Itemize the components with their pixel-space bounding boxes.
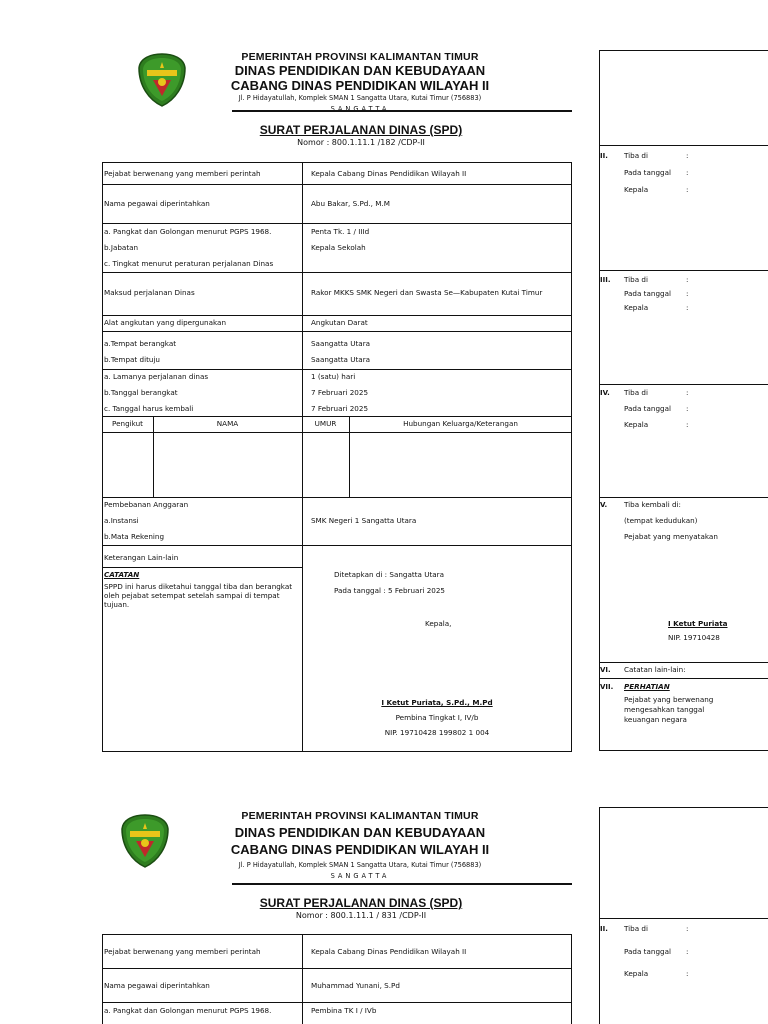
colon: : [686, 924, 689, 933]
letterhead [180, 51, 540, 113]
letterhead-line-1: PEMERINTAH PROVINSI KALIMANTAN TIMUR [241, 51, 479, 63]
nama-label: Nama pegawai diperintahkan [104, 981, 210, 990]
hubungan-header: Hubungan Keluarga/Keterangan [403, 419, 518, 428]
instansi-label: a.Instansi [104, 516, 139, 525]
pangkat-label: a. Pangkat dan Golongan menurut PGPS 1968. [104, 1006, 272, 1015]
section-ii-marker: II. [600, 152, 608, 160]
tingkat-label: c. Tingkat menurut peraturan perjalanan Dinas [104, 259, 274, 268]
pejabat-value: Kepala Cabang Dinas Pendidikan Wilayah II [311, 169, 467, 178]
colon: : [686, 289, 689, 298]
tujuan-label: b.Tempat dituju [104, 355, 160, 364]
maksud-label: Maksud perjalanan Dinas [104, 288, 195, 297]
pangkat-label: a. Pangkat dan Golongan menurut PGPS 1968. [104, 227, 272, 236]
pengikut-header: Pengikut [112, 419, 143, 428]
section-iv-marker: IV. [600, 389, 610, 397]
pada-tanggal-label: Pada tanggal [624, 168, 671, 177]
perhatian-title: PERHATIAN [624, 682, 670, 691]
letterhead-line-2: DINAS PENDIDIKAN DAN KEBUDAYAAN [234, 825, 486, 840]
tiba-di-label: Tiba di [624, 275, 648, 284]
letterhead-city: SANGATTA [330, 105, 390, 113]
colon: : [686, 168, 689, 177]
letterhead-rule [232, 883, 572, 885]
tiba-kembali-label: Tiba kembali di: [624, 500, 681, 509]
row-divider [102, 315, 572, 316]
lama-value: 1 (satu) hari [311, 372, 356, 381]
row-divider [102, 1002, 572, 1003]
row-divider [102, 369, 572, 370]
nama-value: Abu Bakar, S.Pd., M.M [311, 199, 390, 208]
section-vii-marker: VII. [600, 683, 614, 691]
letterhead-rule [232, 110, 572, 112]
anggaran-label: Pembebanan Anggaran [104, 500, 189, 509]
row-divider [102, 432, 572, 433]
nama-value: Muhammad Yunani, S.Pd [311, 981, 400, 990]
letterhead-line-3: CABANG DINAS PENDIDIKAN WILAYAH II [230, 78, 490, 93]
perhatian-line-1: Pejabat yang berwenang [624, 695, 714, 704]
row-divider [102, 545, 572, 546]
back-divider [599, 270, 768, 271]
letterhead-city: SANGATTA [330, 872, 390, 880]
colon: : [686, 151, 689, 160]
column-divider [153, 416, 154, 497]
row-divider [102, 331, 572, 332]
pejabat-label: Pejabat berwenang yang memberi perintah [104, 169, 261, 178]
letterhead-address: Jl. P Hidayatullah, Komplek SMAN 1 Sangatta Utara, Kutai Timur (756883) [238, 861, 482, 869]
back-divider [599, 384, 768, 385]
kalimantan-timur-emblem-icon [120, 813, 170, 869]
row-divider [102, 567, 302, 568]
pejabat-yang-label: Pejabat yang menyatakan [624, 532, 718, 541]
letterhead-address: Jl. P Hidayatullah, Komplek SMAN 1 Sangatta Utara, Kutai Timur (756883) [238, 94, 482, 102]
back-divider [599, 918, 768, 919]
back-signer-nip: NIP. 19710428 [668, 633, 720, 642]
section-vi-marker: VI. [600, 666, 611, 674]
ditetapkan-di: Ditetapkan di : Sangatta Utara [334, 570, 445, 579]
catatan-lain-label: Catatan lain-lain: [624, 665, 686, 674]
pangkat-value: Pembina TK I / IVb [311, 1006, 377, 1015]
tiba-di-label: Tiba di [624, 924, 648, 933]
back-frame-2 [599, 807, 768, 1024]
tgl-berangkat-value: 7 Februari 2025 [311, 388, 369, 397]
maksud-value: Rakor MKKS SMK Negeri dan Swasta Se—Kabupaten Kutai Timur [311, 288, 543, 297]
back-signer-name: I Ketut Puriata [668, 619, 728, 628]
letterhead-line-3: CABANG DINAS PENDIDIKAN WILAYAH II [230, 842, 490, 857]
pada-tanggal: Pada tanggal : 5 Februari 2025 [334, 586, 445, 595]
row-divider [102, 184, 572, 185]
pejabat-label: Pejabat berwenang yang memberi perintah [104, 947, 261, 956]
letterhead-line-1: PEMERINTAH PROVINSI KALIMANTAN TIMUR [241, 810, 479, 822]
spd-title: SURAT PERJALANAN DINAS (SPD) [259, 896, 463, 910]
rekening-label: b.Mata Rekening [104, 532, 165, 541]
alat-value: Angkutan Darat [311, 318, 368, 327]
section-v-marker: V. [600, 501, 608, 509]
letterhead-line-2: DINAS PENDIDIKAN DAN KEBUDAYAAN [234, 63, 486, 78]
colon: : [686, 303, 689, 312]
back-divider [599, 678, 768, 679]
column-divider [302, 162, 303, 752]
spd-title: SURAT PERJALANAN DINAS (SPD) [259, 123, 463, 137]
section-iii-marker: III. [600, 276, 611, 284]
alat-label: Alat angkutan yang dipergunakan [104, 318, 227, 327]
maksud-value-clip [311, 288, 571, 298]
column-divider [349, 416, 350, 497]
berangkat-value: Saangatta Utara [311, 339, 371, 348]
keterangan-label: Keterangan Lain-lain [104, 553, 179, 562]
pada-tanggal-label: Pada tanggal [624, 289, 671, 298]
pada-tanggal-label: Pada tanggal [624, 947, 671, 956]
back-divider [599, 145, 768, 146]
colon: : [686, 420, 689, 429]
berangkat-label: a.Tempat berangkat [104, 339, 177, 348]
signer-name: I Ketut Puriata, S.Pd., M.Pd [381, 698, 493, 707]
signer-position: Kepala, [425, 619, 452, 628]
perhatian-line-2: mengesahkan tanggal [624, 705, 705, 714]
colon: : [686, 404, 689, 413]
nama-label: Nama pegawai diperintahkan [104, 199, 210, 208]
back-divider [599, 662, 768, 663]
perhatian-line-3: keuangan negara [624, 715, 687, 724]
colon: : [686, 275, 689, 284]
colon: : [686, 185, 689, 194]
catatan-text: SPPD ini harus diketahui tanggal tiba dan berangkat oleh pejabat setempat setelah sampai di tempat tujuan. [104, 582, 293, 609]
spd-number: Nomor : 800.1.11.1 / 831 /CDP-II [295, 911, 427, 920]
tujuan-value: Saangatta Utara [311, 355, 371, 364]
tgl-kembali-label: c. Tanggal harus kembali [104, 404, 194, 413]
signer-rank: Pembina Tingkat I, IV/b [395, 713, 479, 722]
nama-header: NAMA [216, 419, 239, 428]
instansi-value: SMK Negeri 1 Sangatta Utara [311, 516, 417, 525]
pada-tanggal-label: Pada tanggal [624, 404, 671, 413]
column-divider [302, 934, 303, 1024]
signer-nip: NIP. 19710428 199802 1 004 [384, 728, 490, 737]
section-ii-marker: II. [600, 925, 608, 933]
kepala-label: Kepala [624, 185, 649, 194]
spd-number: Nomor : 800.1.11.1 /182 /CDP-II [297, 138, 425, 147]
jabatan-value: Kepala Sekolah [311, 243, 366, 252]
catatan-title: CATATAN [104, 570, 140, 579]
spd-back-page [599, 0, 728, 1024]
row-divider [102, 968, 572, 969]
tiba-di-label: Tiba di [624, 388, 648, 397]
row-divider [102, 272, 572, 273]
tempat-kedudukan-label: (tempat kedudukan) [624, 516, 698, 525]
colon: : [686, 969, 689, 978]
lama-label: a. Lamanya perjalanan dinas [104, 372, 209, 381]
row-divider [102, 223, 572, 224]
row-divider [102, 416, 572, 417]
tgl-kembali-value: 7 Februari 2025 [311, 404, 369, 413]
pejabat-value: Kepala Cabang Dinas Pendidikan Wilayah II [311, 947, 467, 956]
back-divider [599, 497, 768, 498]
tgl-berangkat-label: b.Tanggal berangkat [104, 388, 178, 397]
letterhead [180, 810, 540, 880]
umur-header: UMUR [314, 419, 337, 428]
pangkat-value: Penta Tk. 1 / IIId [311, 227, 370, 236]
tiba-di-label: Tiba di [624, 151, 648, 160]
row-divider [102, 497, 572, 498]
jabatan-label: b.Jabatan [104, 243, 139, 252]
colon: : [686, 388, 689, 397]
kepala-label: Kepala [624, 303, 649, 312]
kepala-label: Kepala [624, 420, 649, 429]
colon: : [686, 947, 689, 956]
kepala-label: Kepala [624, 969, 649, 978]
